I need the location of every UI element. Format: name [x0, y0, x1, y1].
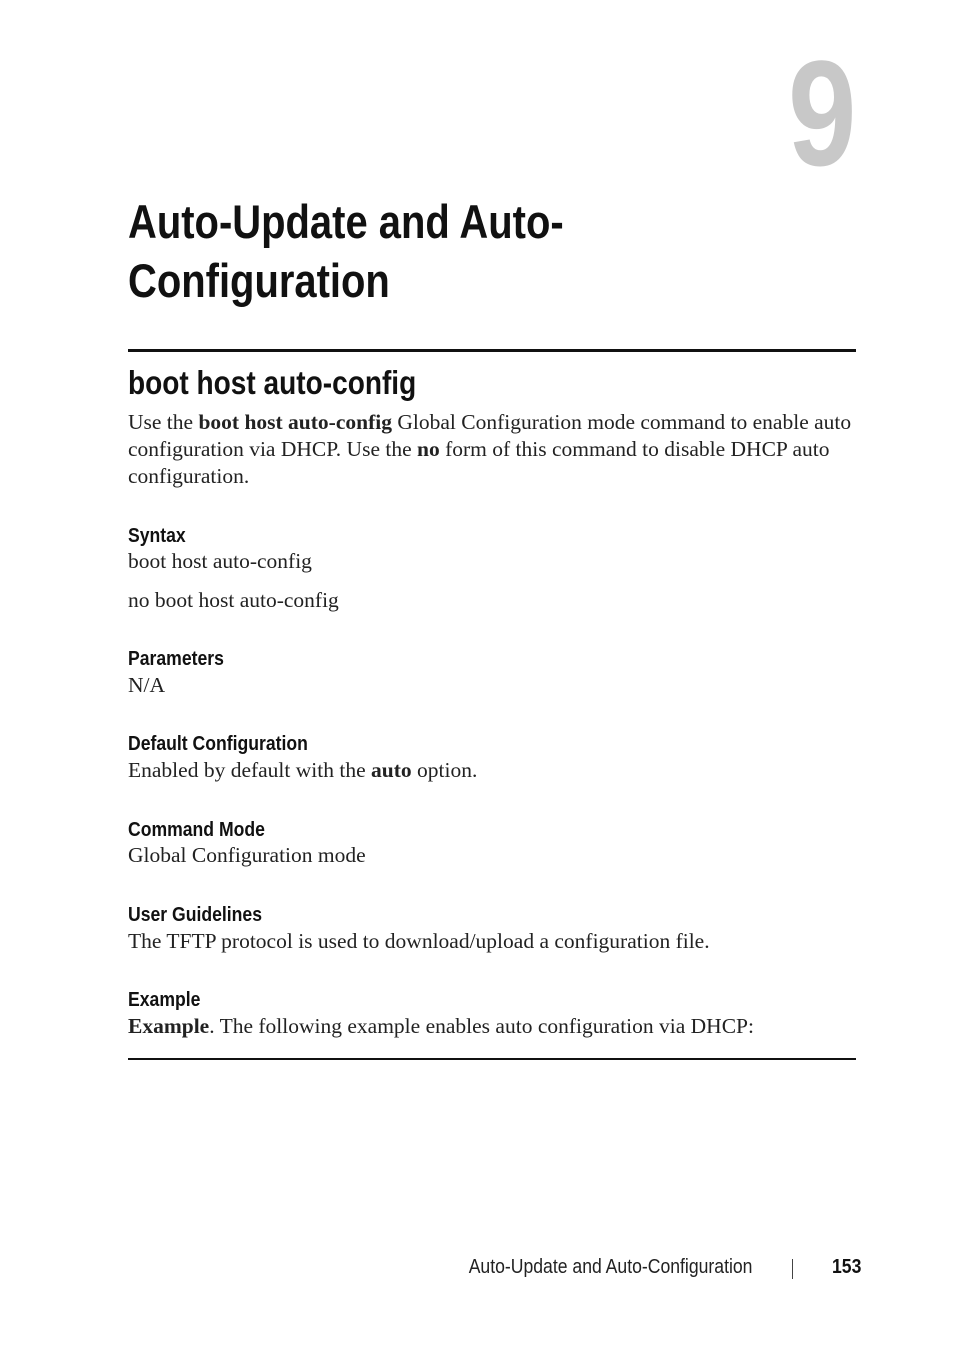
intro-text-1: Use the: [128, 410, 199, 434]
parameters-text: N/A: [128, 673, 166, 697]
command-mode-text: Global Configuration mode: [128, 843, 366, 867]
intro-text-3: form of this command to disable DHCP auto configuration.: [128, 437, 830, 488]
default-text-2: option.: [411, 758, 478, 782]
example-end-rule: [128, 1058, 856, 1060]
syntax-heading: Syntax: [128, 525, 186, 547]
chapter-title-line-1: Auto-Update and Auto-: [128, 195, 564, 248]
page-number: 153: [831, 1256, 861, 1278]
chapter-title-line-2: Configuration: [128, 254, 390, 307]
example-text: [128, 1013, 856, 1040]
default-text-1: Enabled by default with the: [128, 758, 371, 782]
syntax-no-command: no boot host auto-config: [128, 588, 339, 612]
intro-text-2: Global Configuration mode command to enable auto configuration via DHCP. Use the: [128, 410, 852, 461]
example-description: . The following example enables auto configuration via DHCP:: [209, 1014, 754, 1038]
intro-no-keyword: no: [417, 437, 440, 461]
parameters-heading: Parameters: [128, 648, 224, 670]
footer-separator: [792, 1259, 793, 1279]
default-auto-keyword: auto: [371, 758, 412, 782]
syntax-command: boot host auto-config: [128, 549, 312, 573]
default-configuration-text: [128, 757, 856, 784]
example-heading: Example: [128, 989, 201, 1011]
command-mode-heading: Command Mode: [128, 819, 265, 841]
default-configuration-heading: Default Configuration: [128, 733, 308, 755]
user-guidelines-heading: User Guidelines: [128, 904, 263, 926]
section-intro: [128, 409, 856, 490]
example-label: Example: [128, 1014, 210, 1038]
chapter-number: 9: [787, 29, 856, 197]
footer-chapter-title: Auto-Update and Auto-Configuration: [468, 1256, 752, 1278]
intro-command: boot host auto-config: [198, 410, 392, 434]
section-title: boot host auto-config: [128, 364, 417, 401]
user-guidelines-text: The TFTP protocol is used to download/upload a configuration file.: [128, 929, 710, 953]
chapter-title: [128, 192, 655, 310]
section-divider: [128, 349, 856, 352]
